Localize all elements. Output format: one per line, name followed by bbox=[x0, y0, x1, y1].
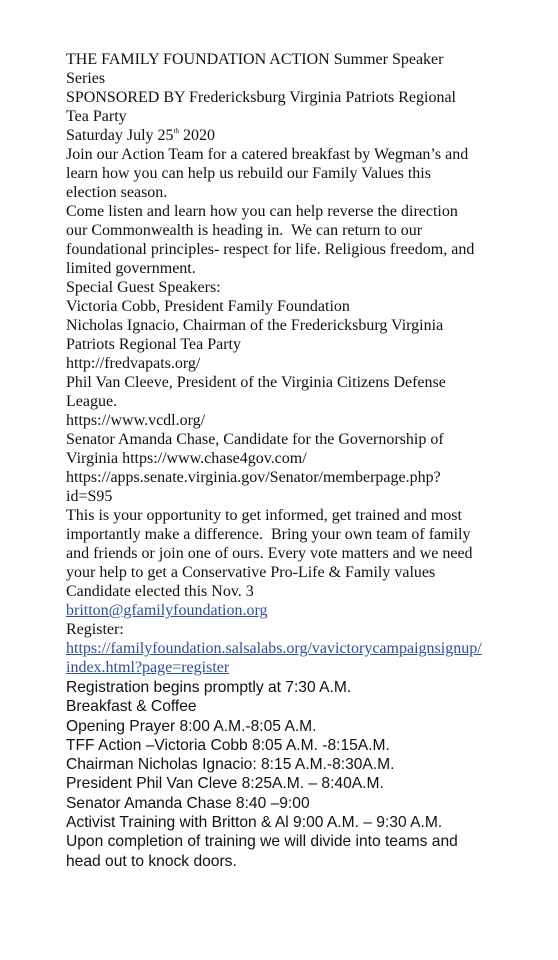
speaker-chase-line-1: Senator Amanda Chase, Candidate for the Governorship of bbox=[66, 431, 444, 448]
event-date-prefix: Saturday July 25 bbox=[66, 127, 174, 144]
speaker-vancleeve-line-2: League. bbox=[66, 393, 118, 410]
closing-line-3: and friends or join one of ours. Every vote matters and we need bbox=[66, 545, 473, 562]
join-line-3: election season. bbox=[66, 184, 168, 201]
speaker-cobb: Victoria Cobb, President Family Foundation bbox=[66, 298, 350, 315]
register-url-link-line-1[interactable]: https://familyfoundation.salsalabs.org/vavictorycampaignsignup/ bbox=[66, 640, 482, 657]
vcdl-url-link[interactable]: https://www.vcdl.org/ bbox=[66, 412, 206, 429]
schedule-registration: Registration begins promptly at 7:30 A.M. bbox=[66, 679, 352, 696]
senate-url-link-line-2[interactable]: id=S95 bbox=[66, 488, 113, 505]
ignacio-url-link[interactable]: http://fredvapats.org/ bbox=[66, 355, 201, 372]
schedule-section bbox=[66, 678, 536, 871]
schedule-senator-chase: Senator Amanda Chase 8:40 –9:00 bbox=[66, 794, 310, 812]
email-link[interactable]: britton@gfamilyfoundation.org bbox=[66, 602, 268, 619]
schedule-opening-prayer: Opening Prayer 8:00 A.M.-8:05 A.M. bbox=[66, 717, 317, 735]
come-line-4: limited government. bbox=[66, 260, 196, 277]
schedule-completion-line-2: head out to knock doors. bbox=[66, 852, 237, 870]
event-title-line-2: Series bbox=[66, 70, 106, 87]
come-line-2: our Commonwealth is heading in. We can return to our bbox=[66, 222, 423, 239]
schedule-chairman-ignacio: Chairman Nicholas Ignacio: 8:15 A.M.-8:30A.M. bbox=[66, 756, 395, 774]
speaker-ignacio-line-1: Nicholas Ignacio, Chairman of the Fredericksburg Virginia bbox=[66, 317, 444, 334]
speakers-heading: Special Guest Speakers: bbox=[66, 279, 221, 296]
schedule-president-vancleve: President Phil Van Cleve 8:25A.M. – 8:40A.M. bbox=[66, 775, 384, 793]
join-line-1: Join our Action Team for a catered breakfast by Wegman’s and bbox=[66, 146, 469, 163]
serif-section bbox=[66, 50, 536, 677]
closing-line-4: your help to get a Conservative Pro-Life & Family values bbox=[66, 564, 436, 581]
closing-line-1: This is your opportunity to get informed, get trained and most bbox=[66, 507, 462, 524]
come-line-3: foundational principles- respect for life. Religious freedom, and bbox=[66, 241, 475, 258]
schedule-activist-training: Activist Training with Britton & Al 9:00 A.M. – 9:30 A.M. bbox=[66, 814, 443, 832]
register-url-link-line-2[interactable]: index.html?page=register bbox=[66, 659, 230, 676]
sponsor-line-2: Tea Party bbox=[66, 108, 127, 125]
schedule-completion-line-1: Upon completion of training we will divide into teams and bbox=[66, 833, 458, 851]
speaker-chase-line-2 bbox=[66, 449, 536, 468]
flyer-document bbox=[66, 50, 536, 871]
chase4gov-url-link[interactable]: https://www.chase4gov.com/ bbox=[122, 450, 307, 467]
speaker-ignacio-line-2: Patriots Regional Tea Party bbox=[66, 336, 241, 353]
schedule-tff-action: TFF Action –Victoria Cobb 8:05 A.M. -8:15A.M. bbox=[66, 736, 390, 754]
register-label: Register: bbox=[66, 621, 124, 638]
senate-url-link-line-1[interactable]: https://apps.senate.virginia.gov/Senator/memberpage.php? bbox=[66, 469, 441, 486]
event-date-year: 2020 bbox=[179, 127, 215, 144]
closing-line-2: importantly make a difference. Bring your own team of family bbox=[66, 526, 471, 543]
event-date-ordinal: th bbox=[173, 127, 179, 135]
event-title-line-1: THE FAMILY FOUNDATION ACTION Summer Speaker bbox=[66, 51, 444, 68]
join-line-2: learn how you can help us rebuild our Family Values this bbox=[66, 165, 431, 182]
schedule-breakfast: Breakfast & Coffee bbox=[66, 698, 197, 716]
come-line-1: Come listen and learn how you can help reverse the direction bbox=[66, 203, 458, 220]
sponsor-line-1: SPONSORED BY Fredericksburg Virginia Patriots Regional bbox=[66, 89, 456, 106]
event-date bbox=[66, 126, 536, 145]
speaker-chase-virginia: Virginia bbox=[66, 450, 123, 467]
speaker-vancleeve-line-1: Phil Van Cleeve, President of the Virginia Citizens Defense bbox=[66, 374, 446, 391]
closing-line-5: Candidate elected this Nov. 3 bbox=[66, 583, 254, 600]
